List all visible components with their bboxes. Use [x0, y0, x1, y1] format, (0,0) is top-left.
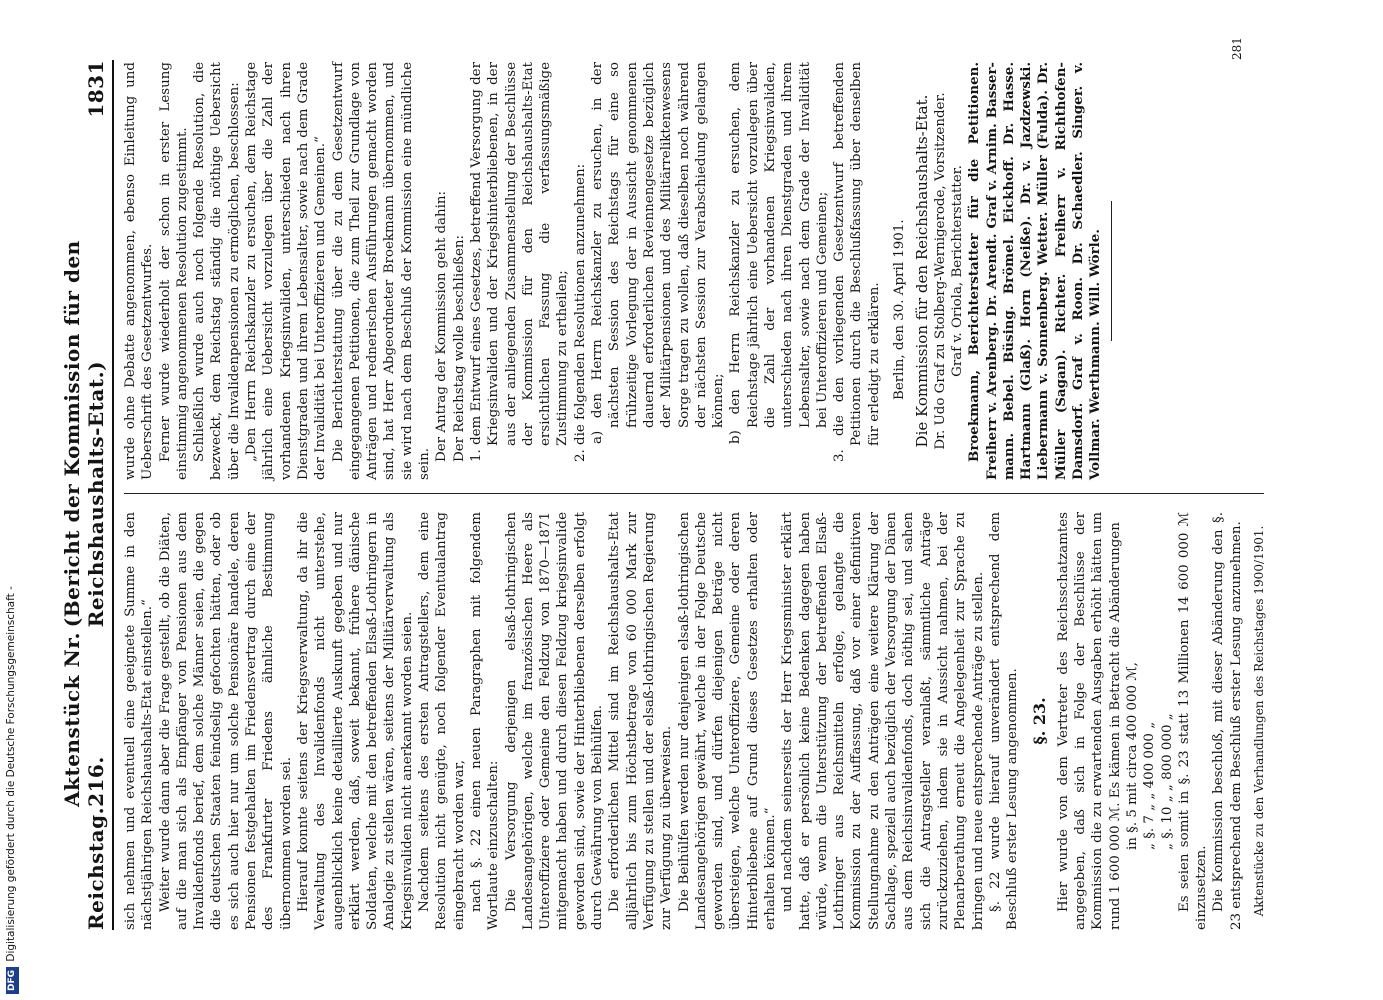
- chairman: Dr. Udo Graf zu Stolberg-Wernigerode, Vorsitzender.: [932, 92, 948, 450]
- quoted-paragraph: Die Versorgung derjenigen elsaß-lothringischen Landesangehörigen, welche im französischen Heere als Unteroffiziere oder Gemeine den Feldzug von 1870—1871 mitgemacht haben und durch diesen Feldzug kriegsinvalide geworden sind, sowie der Hinterbliebenen derselben erfolgt durch Gewährung von Beihülfen.: [503, 512, 606, 930]
- quoted-paragraph: „Den Herrn Reichskanzler zu ersuchen, dem Reichstage jährlich eine Uebersicht vorzulegen über die Zahl der vorhandenen Kriegsinvaliden, unterschieden nach ihren Dienstgraden und ihrem Lebensalter, sowie nach dem Grade der Invalidität bei Unteroffizieren und Gemeinen.“: [244, 62, 329, 480]
- paragraph: Der Antrag der Kommission geht dahin:: [434, 190, 450, 462]
- column-divider: [124, 493, 1264, 494]
- header-page-number: 1831: [84, 60, 108, 118]
- digitization-note: [0, 0, 22, 1000]
- paragraph: nach §. 22 einen neuen Paragraphen mit folgendem Wortlaute einzuschalten:: [468, 512, 502, 930]
- paragraph: sich nehmen und eventuell eine geeignete Summe in den nächstjährigen Reichshaushalts-Etat einstellen.“: [123, 512, 156, 930]
- amount-line: „ §. 10 „ „ 800 000 „: [1159, 713, 1175, 850]
- rapporteur: Graf v. Oriola, Berichterstatter.: [949, 165, 965, 377]
- paragraph: wurde ohne Debatte angenommen, ebenso Einleitung und Ueberschrift des Gesetzentwurfes.: [123, 62, 156, 480]
- amount-line: in §. 5 mit circa 400 000 ℳ,: [1124, 662, 1140, 850]
- paragraph: Die Kommission beschloß, mit dieser Abänderung den §. 23 entsprechend dem Beschluß erster Lesung anzunehmen.: [1211, 512, 1244, 930]
- paragraph: Die Berichterstattung über die zu dem Gesetzentwurf eingegangenen Petitionen, die zum Theil zur Grundlage von Anträgen und rednerischen Ausführungen gemacht worden sind, hat Herr Abgeordneter Broekmann übernommen, und sie wird nach dem Beschluß der Kommission eine mündliche sein.: [330, 62, 433, 480]
- paragraph: Ferner wurde wiederholt der schon in erster Lesung einstimmig angenommenen Resolution zugestimmt.: [157, 62, 190, 480]
- list-item: a) den Herrn Reichskanzler zu ersuchen, in der nächsten Session des Reichstags für eine so frühzeitige Vorlegung der in Aussicht genommenen dauernd erforderlichen Reviennengesetze bezüglich der Militärpensionen und des Militärreliktenwesens Sorge tragen zu wollen, daß dieselben noch während der nächsten Session zur Verabschiedung gelangen können;: [590, 62, 727, 444]
- page-footer: Aktenstücke zu den Verhandlungen des Reichstages 1900/1901.: [1252, 525, 1266, 917]
- paragraph: Der Reichstag wolle beschließen:: [451, 234, 467, 462]
- page-number: 281: [1230, 37, 1244, 60]
- paragraph: Hierauf konnte seitens der Kriegsverwaltung, da ihr die Verwaltung des Invalidenfonds nicht unterstehe, augenblicklich keine detaillierte Auskunft gegeben und nur erklärt werden, daß, soweit bekannt, frühere dänische Soldaten, welche mit den betreffenden Elsaß-Lothringern in Analogie zu stellen wären, seitens der Militärverwaltung als Kriegsinvaliden nicht anerkannt worden seien.: [295, 512, 415, 930]
- paragraph: Weiter wurde dann aber die Frage gestellt, ob die Diäten, auf die man sich als Empfänger von Pensionen aus dem Invalidenfonds berief, dem solche Männer seien, die gegen die deutschen Staaten feindselig gefochten hätten, oder ob es sich auch hier nur um solche Pensionäre handele, deren Pensionen festgehalten im Friedensvertrag durch eine der des Frankfurter Friedens ähnliche Bestimmung übernommen worden sei.: [157, 512, 294, 930]
- quoted-paragraph: Die erforderlichen Mittel sind im Reichshaushalts-Etat alljährlich bis zum Höchstbetrage von 60 000 Mark zur Verfügung zu stellen und der elsaß-lothringischen Regierung zur Verfügung zu überweisen.: [607, 512, 675, 930]
- member-list: Broekmann, Berichterstatter für die Petitionen. Freiherr v. Arenberg. Dr. Arendt. Graf v. Arnim. Basser-mann. Bebel. Büsing. Brömel. Eickhoff. Dr. Hasse. Hartmann (Glaß). Horn (Neiße). Dr. v. Jazdzewski. Liebermann v. Sonnenberg. Wetter. Müller (Fulda). Dr. Müller (Sagan). Richter. Freiherr v. Richthofen-Damsdorf. Graf v. Roon. Dr. Schaedler. Singer. v. Vollmar. Werthmann. Will. Wörle.: [966, 62, 1104, 480]
- list-item: 2. die folgenden Resolutionen anzunehmen:: [572, 163, 588, 462]
- dfg-logo: DFG: [6, 967, 19, 994]
- date-line: Berlin, den 30. April 1901.: [892, 219, 908, 400]
- closing-rule: [1111, 201, 1112, 341]
- paragraph: Schließlich wurde auch noch folgende Resolution, die bezweckt, dem Reichstag ständig die nöthige Uebersicht über die Invalidenpensionen zu ermöglichen, beschlossen:: [192, 62, 242, 480]
- page-header: [60, 60, 108, 930]
- right-column: [122, 62, 1118, 480]
- commission-title: Die Kommission für den Reichshaushalts-Etat.: [913, 94, 932, 448]
- header-left: Reichstag.: [84, 806, 108, 930]
- header-middle: Aktenstück Nr. 216.: [60, 632, 108, 807]
- list-item: 3. die den vorliegenden Gesetzentwurf betreffenden Petitionen durch die Beschlußfassung über denselben für erledigt zu erklären.: [832, 62, 882, 462]
- list-item: 1. dem Entwurf eines Gesetzes, betreffend Versorgung der Kriegsinvaliden und der Kriegshinterbliebenen, in der aus der anliegenden Zusammenstellung der Beschlüsse der Kommission für den Reichshaushalts-Etat ersichtlichen Fassung die verfassungsmäßige Zustimmung zu ertheilen;: [468, 62, 571, 462]
- paragraph: und nachdem seinerseits der Herr Kriegsminister erklärt hatte, daß er persönlich keine Bedenken dagegen haben würde, wenn die Unterstützung der betreffenden Elsaß-Lothringer aus Reichsmitteln erfolge, gelangte die Kommission zu der Auffassung, daß vor einer definitiven Stellungnahme zu den Anträgen eine weitere Klärung der Sachlage, speziell auch bezüglich der Versorgung der Dänen aus dem Reichsinvalidenfonds, doch nöthig sei, und sahen sich die Antragsteller veranlaßt, sämmtliche Anträge zurückzuziehen, indem sie in Aussicht nahmen, bei der Plenarberathung erneut die Angelegenheit zur Sprache zu bringen und neue entsprechende Anträge zu stellen.: [780, 512, 986, 930]
- rotated-page-content: [60, 0, 1330, 1000]
- header-rule: [112, 60, 114, 930]
- paragraph: Hier wurde von dem Vertreter des Reichsschatzamtes angegeben, daß sich in Folge der Beschlüsse der Kommission die zu erwartenden Ausgaben erhöht hätten um rund 1 600 000 ℳ. Es kämen in Betracht die Abänderungen: [1055, 512, 1123, 930]
- quoted-paragraph: Die Beihülfen werden nur denjenigen elsaß-lothringischen Landesangehörigen gewährt, welche in der Folge Deutsche geworden sind, und dürfen diejenigen Beträge nicht übersteigen, welche Unteroffiziere, Gemeine oder deren Hinterbliebene auf Grund dieses Gesetzes erhalten oder erhalten können.“: [676, 512, 778, 930]
- paragraph: Es seien somit in §. 23 statt 13 Millionen 14 600 000 ℳ einzusetzen.: [1176, 512, 1210, 930]
- paragraph: Nachdem seitens des ersten Antragstellers, dem eine Resolution nicht genügte, noch folgender Eventualantrag eingebracht worden war,: [417, 512, 467, 930]
- amount-line: „ §. 7 „ „ 400 000 „: [1142, 721, 1158, 850]
- paragraph: §. 22 wurde hierauf unverändert entsprechend dem Beschluß erster Lesung angenommen.: [987, 512, 1021, 930]
- list-item: b) den Herrn Reichskanzler zu ersuchen, dem Reichstage jährlich eine Uebersicht vorzulegen über die Zahl der vorhandenen Kriegsinvaliden, unterschieden nach ihren Dienstgraden und ihrem Lebensalter, sowie nach dem Grade der Invalidität bei Unteroffizieren und Gemeinen;: [728, 62, 830, 444]
- document-page: [60, 0, 1330, 1000]
- header-right: (Bericht der Kommission für den Reichshaushalts-Etat.): [60, 240, 108, 628]
- section-heading: §. 23.: [1030, 697, 1050, 745]
- left-column: [122, 512, 1268, 930]
- digitization-text: Digitalisierung gefördert durch die Deutsche Forschungsgemeinschaft -: [5, 586, 17, 962]
